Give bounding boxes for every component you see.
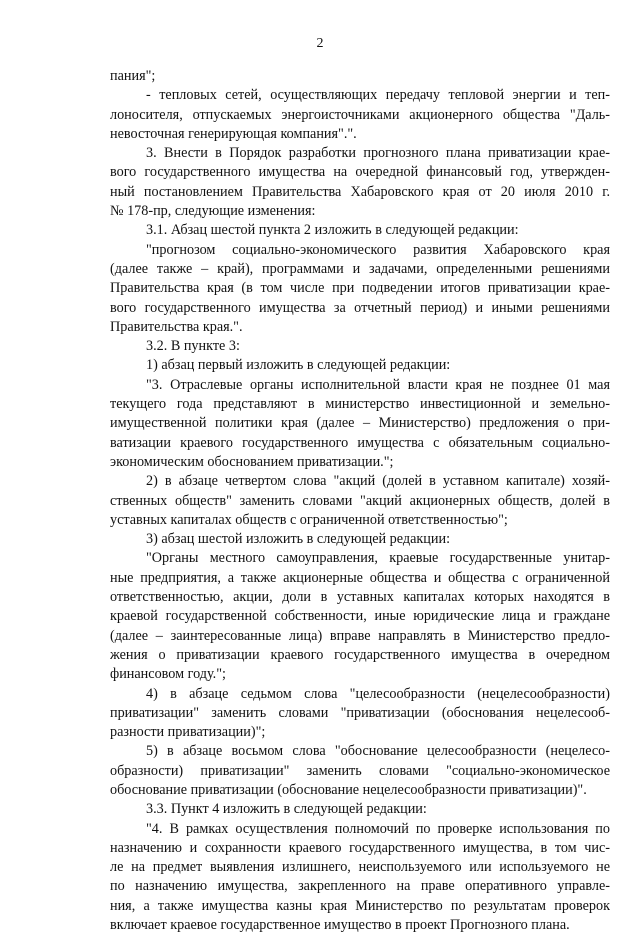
text-line: 3. Внести в Порядок разработки прогнозного плана приватизации крае- bbox=[146, 145, 610, 162]
text-line: 2) в абзаце четвертом слова "акций (долей в уставном капитале) хозяй- bbox=[146, 473, 610, 490]
text-line: ственных обществ" заменить словами "акций акционерных обществ, долей в bbox=[110, 492, 610, 509]
text-line: 4) в абзаце седьмом слова "целесообразности (нецелесообразности) bbox=[146, 685, 610, 702]
text-line: вого государственного имущества за отчетный период) и иными решениями bbox=[110, 299, 610, 316]
text-line: - тепловых сетей, осуществляющих передачу тепловой энергии и теп- bbox=[146, 87, 610, 104]
text-line: имущественной политики края (далее – Министерство) предложения о при- bbox=[110, 415, 610, 432]
text-line: № 178-пр, следующие изменения: bbox=[110, 203, 316, 220]
page-number: 2 bbox=[316, 36, 324, 51]
text-line: включает краевое государственное имущество в проект Прогнозного плана. bbox=[110, 917, 570, 934]
text-line: текущего года представляют в министерство инвестиционной и земельно- bbox=[110, 396, 610, 413]
text-line: ле на предмет выявления излишнего, неиспользуемого или используемого не bbox=[110, 859, 610, 876]
text-line: ный постановлением Правительства Хабаровского края от 20 июля 2010 г. bbox=[110, 183, 610, 200]
text-line: вого государственного имущества на очередной финансовый год, утвержден- bbox=[110, 164, 610, 181]
text-line: экономическим обоснованием приватизации."; bbox=[110, 453, 394, 470]
text-line: назначению и сохранности краевого государственного имущества, в том чис- bbox=[110, 839, 610, 856]
text-line: обоснование приватизации (обоснование нецелесообразности приватизации)". bbox=[110, 781, 587, 798]
text-line: Правительства края (в том числе при подведении итогов приватизации крае- bbox=[110, 280, 610, 297]
text-line: образности) приватизации" заменить словами "социально-экономическое bbox=[110, 762, 610, 779]
text-line: "Органы местного самоуправления, краевые государственные унитар- bbox=[146, 550, 610, 567]
text-line: "4. В рамках осуществления полномочий по проверке использования по bbox=[146, 820, 610, 837]
text-line: лоносителя, отпускаемых энергоисточниками акционерного общества "Даль- bbox=[110, 106, 610, 123]
text-line: 3.1. Абзац шестой пункта 2 изложить в следующей редакции: bbox=[146, 222, 519, 239]
text-line: невосточная генерирующая компания".". bbox=[110, 125, 357, 142]
text-line: по назначению имущества, закрепленного на праве оперативного управле- bbox=[110, 878, 610, 895]
text-line: уставных капиталах обществ с ограниченной ответственностью"; bbox=[110, 511, 508, 528]
text-line: 3) абзац шестой изложить в следующей редакции: bbox=[146, 531, 451, 548]
text-line: жения о приватизации краевого государственного имущества в очередном bbox=[110, 646, 610, 663]
text-line: 3.2. В пункте 3: bbox=[146, 338, 240, 355]
text-line: приватизации" заменить словами "приватизации (обоснования нецелесооб- bbox=[110, 704, 610, 721]
text-line: ответственностью, акции, доли в уставных капиталах которых находятся в bbox=[110, 589, 610, 606]
text-line: 5) в абзаце восьмом слова "обоснование целесообразности (нецелесо- bbox=[146, 743, 610, 760]
text-line: "3. Отраслевые органы исполнительной власти края не позднее 01 мая bbox=[146, 376, 610, 393]
text-line: краевой государственной собственности, иные юридические лица и граждане bbox=[110, 608, 610, 625]
text-line: ные предприятия, а также акционерные общества и общества с ограниченной bbox=[110, 569, 610, 586]
text-line: "прогнозом социально-экономического развития Хабаровского края bbox=[146, 241, 610, 258]
text-line: (далее – заинтересованные лица) вправе направлять в Министерство предло- bbox=[110, 627, 610, 644]
text-line: разности приватизации)"; bbox=[110, 724, 266, 741]
text-line: 3.3. Пункт 4 изложить в следующей редакции: bbox=[146, 801, 427, 818]
text-line: пания"; bbox=[110, 68, 156, 84]
text-line: ния, а также имущества казны края Министерство по результатам проверок bbox=[110, 897, 610, 914]
text-line: финансовом году."; bbox=[110, 666, 226, 683]
text-line: (далее также – край), программами и задачами, определенными решениями bbox=[110, 260, 610, 277]
text-line: 1) абзац первый изложить в следующей редакции: bbox=[146, 357, 451, 374]
text-line: ватизации краевого государственного имущества с обязательным социально- bbox=[110, 434, 610, 451]
document-body bbox=[110, 67, 610, 935]
text-line: Правительства края.". bbox=[110, 318, 243, 335]
